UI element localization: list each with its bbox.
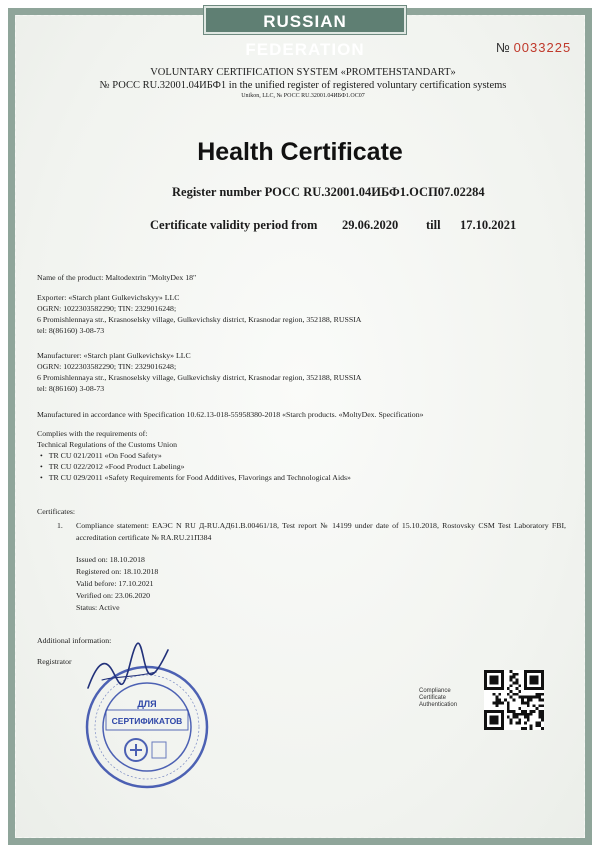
qr-caption-line: Authentication xyxy=(419,702,458,708)
manufacturer-line: OGRN: 1022303582290; TIN: 2329016248; xyxy=(37,362,177,371)
certification-system-block xyxy=(60,66,546,100)
compliance-heading: Complies with the requirements of: xyxy=(37,429,148,438)
stamp-main-text: СЕРТИФИКАТОВ xyxy=(111,716,183,726)
system-operator: Unikon, LLC, № РОСС RU.32001.04ИБФ1.ОС07 xyxy=(241,93,365,99)
manufacturer-block xyxy=(37,350,557,394)
exporter-line: OGRN: 1022303582290; TIN: 2329016248; xyxy=(37,304,177,313)
exporter-block xyxy=(37,292,557,336)
system-name: VOLUNTARY CERTIFICATION SYSTEM «PROMTEHSTANDART» xyxy=(150,67,456,78)
system-register: № РОСС RU.32001.04ИБФ1 in the unified register of registered voluntary certification systems xyxy=(99,80,507,91)
manufacturer-line: Manufacturer: «Starch plant Gulkevichsky» LLC xyxy=(37,351,191,360)
stamp-top-text: ДЛЯ xyxy=(137,699,157,709)
serial-number xyxy=(496,40,571,55)
validity-label: Certificate validity period from xyxy=(150,218,318,232)
register-number: Register number РОСС RU.32001.04ИБФ1.ОСП07.02284 xyxy=(172,185,485,199)
valid-before-date: Valid before: 17.10.2021 xyxy=(76,579,154,588)
certificates-heading: Certificates: xyxy=(37,507,76,516)
list-item: • TR CU 022/2012 «Food Product Labeling» xyxy=(40,461,557,472)
serial-prefix: № xyxy=(496,40,510,55)
qr-caption-line: Certificate xyxy=(419,695,447,701)
list-item: • TR CU 021/2011 «On Food Safety» xyxy=(40,450,557,461)
compliance-statement: Compliance statement: ЕАЭС N RU Д-RU.АД61.В.00461/18, Test report № 14199 under date of 15.10.2018, Rostovsky CSM Test Laboratory FBI, accreditation certificate № RA.RU.21П384 xyxy=(76,521,566,542)
qr-caption-line: Compliance xyxy=(419,688,451,694)
exporter-line: tel: 8(86160) 3-08-73 xyxy=(37,326,105,335)
qr-code-icon xyxy=(484,670,544,730)
product-name: Name of the product: Maltodextrin "MoltyDex 18" xyxy=(37,273,197,282)
additional-info-label: Additional information: xyxy=(37,636,112,645)
exporter-line: Exporter: «Starch plant Gulkevichskyy» LLC xyxy=(37,293,180,302)
signature-icon xyxy=(82,636,172,706)
manufacturer-line: 6 Promishlennaya str., Krasnoselsky village, Gulkevichsky district, Krasnodar region, 352188, RUSSIA xyxy=(37,373,362,382)
page-title: Health Certificate xyxy=(197,138,403,166)
registrator-label: Registrator xyxy=(37,657,72,666)
registered-date: Registered on: 18.10.2018 xyxy=(76,567,159,576)
regulations-heading: Technical Regulations of the Customs Union xyxy=(37,440,177,449)
compliance-block xyxy=(37,428,557,483)
issued-date: Issued on: 18.10.2018 xyxy=(76,555,145,564)
certificate-dates xyxy=(76,554,376,614)
verified-date: Verified on: 23.06.2020 xyxy=(76,591,151,600)
validity-till-label: till xyxy=(426,218,441,232)
specification-line: Manufactured in accordance with Specification 10.62.13-018-55958380-2018 «Starch products. «MoltyDex. Specification» xyxy=(37,410,424,419)
manufacturer-line: tel: 8(86160) 3-08-73 xyxy=(37,384,105,393)
serial-value: 0033225 xyxy=(513,40,572,55)
country-banner: RUSSIAN FEDERATION xyxy=(204,6,406,34)
regulations-list xyxy=(37,450,557,483)
status-badge: Status: Active xyxy=(76,603,120,612)
validity-from: 29.06.2020 xyxy=(342,218,399,232)
list-item: • TR CU 029/2011 «Safety Requirements for Food Additives, Flavorings and Technological Aids» xyxy=(40,472,557,483)
validity-till: 17.10.2021 xyxy=(460,218,517,232)
qr-caption xyxy=(419,688,457,709)
certificate-index: 1. xyxy=(57,521,63,530)
exporter-line: 6 Promishlennaya str., Krasnoselsky village, Gulkevichsky district, Krasnodar region, 352188, RUSSIA xyxy=(37,315,362,324)
